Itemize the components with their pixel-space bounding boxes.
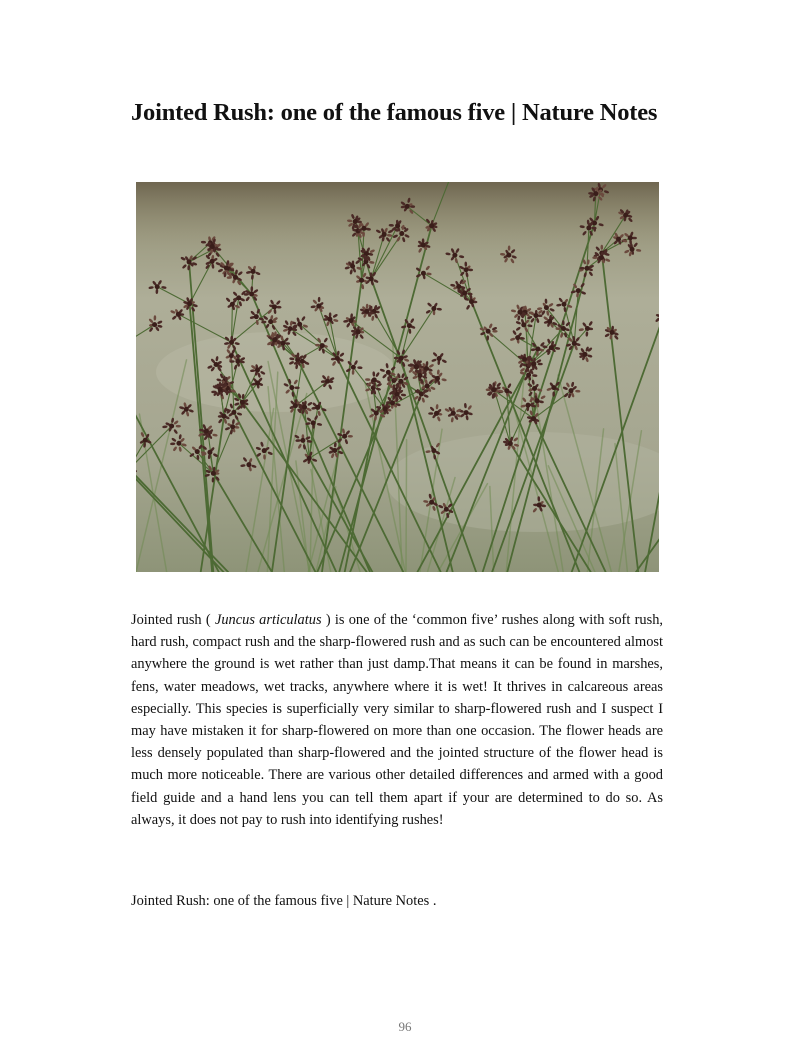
article-intro: Jointed rush ( xyxy=(131,612,211,628)
page-number: 96 xyxy=(398,1019,412,1034)
page-title: Jointed Rush: one of the famous five | Nature Notes xyxy=(131,99,658,126)
article-body xyxy=(131,609,663,831)
jointed-rush-photo xyxy=(136,182,659,572)
rush-stem xyxy=(406,440,407,572)
article-text: ) is one of the ‘common five’ rushes along with soft rush, hard rush, compact rush and the sharp-flowered rush and as such can be encountered almost anywhere the ground is wet rather than just damp.That means it can be found in marshes, fens, water meadows, wet tracks, anywhere where it is wet! It thrives in calcareous areas especially. This species is superficially very similar to sharp-flowered rush and I suspect I may have mistaken it for sharp-flowered on more than one occasion. The flower heads are less densely populated than sharp-flowered and the jointed structure of the flower head is much more noticeable. There are various other detailed differences and armed with a good field guide and a hand lens you can tell them apart if your are determined to do so. As always, it does not pay to rush into identifying rushes! xyxy=(131,612,663,828)
rush-illustration xyxy=(136,182,659,572)
source-link[interactable]: Jointed Rush: one of the famous five | Nature Notes . xyxy=(131,893,437,909)
species-name: Juncus articulatus xyxy=(214,612,322,628)
